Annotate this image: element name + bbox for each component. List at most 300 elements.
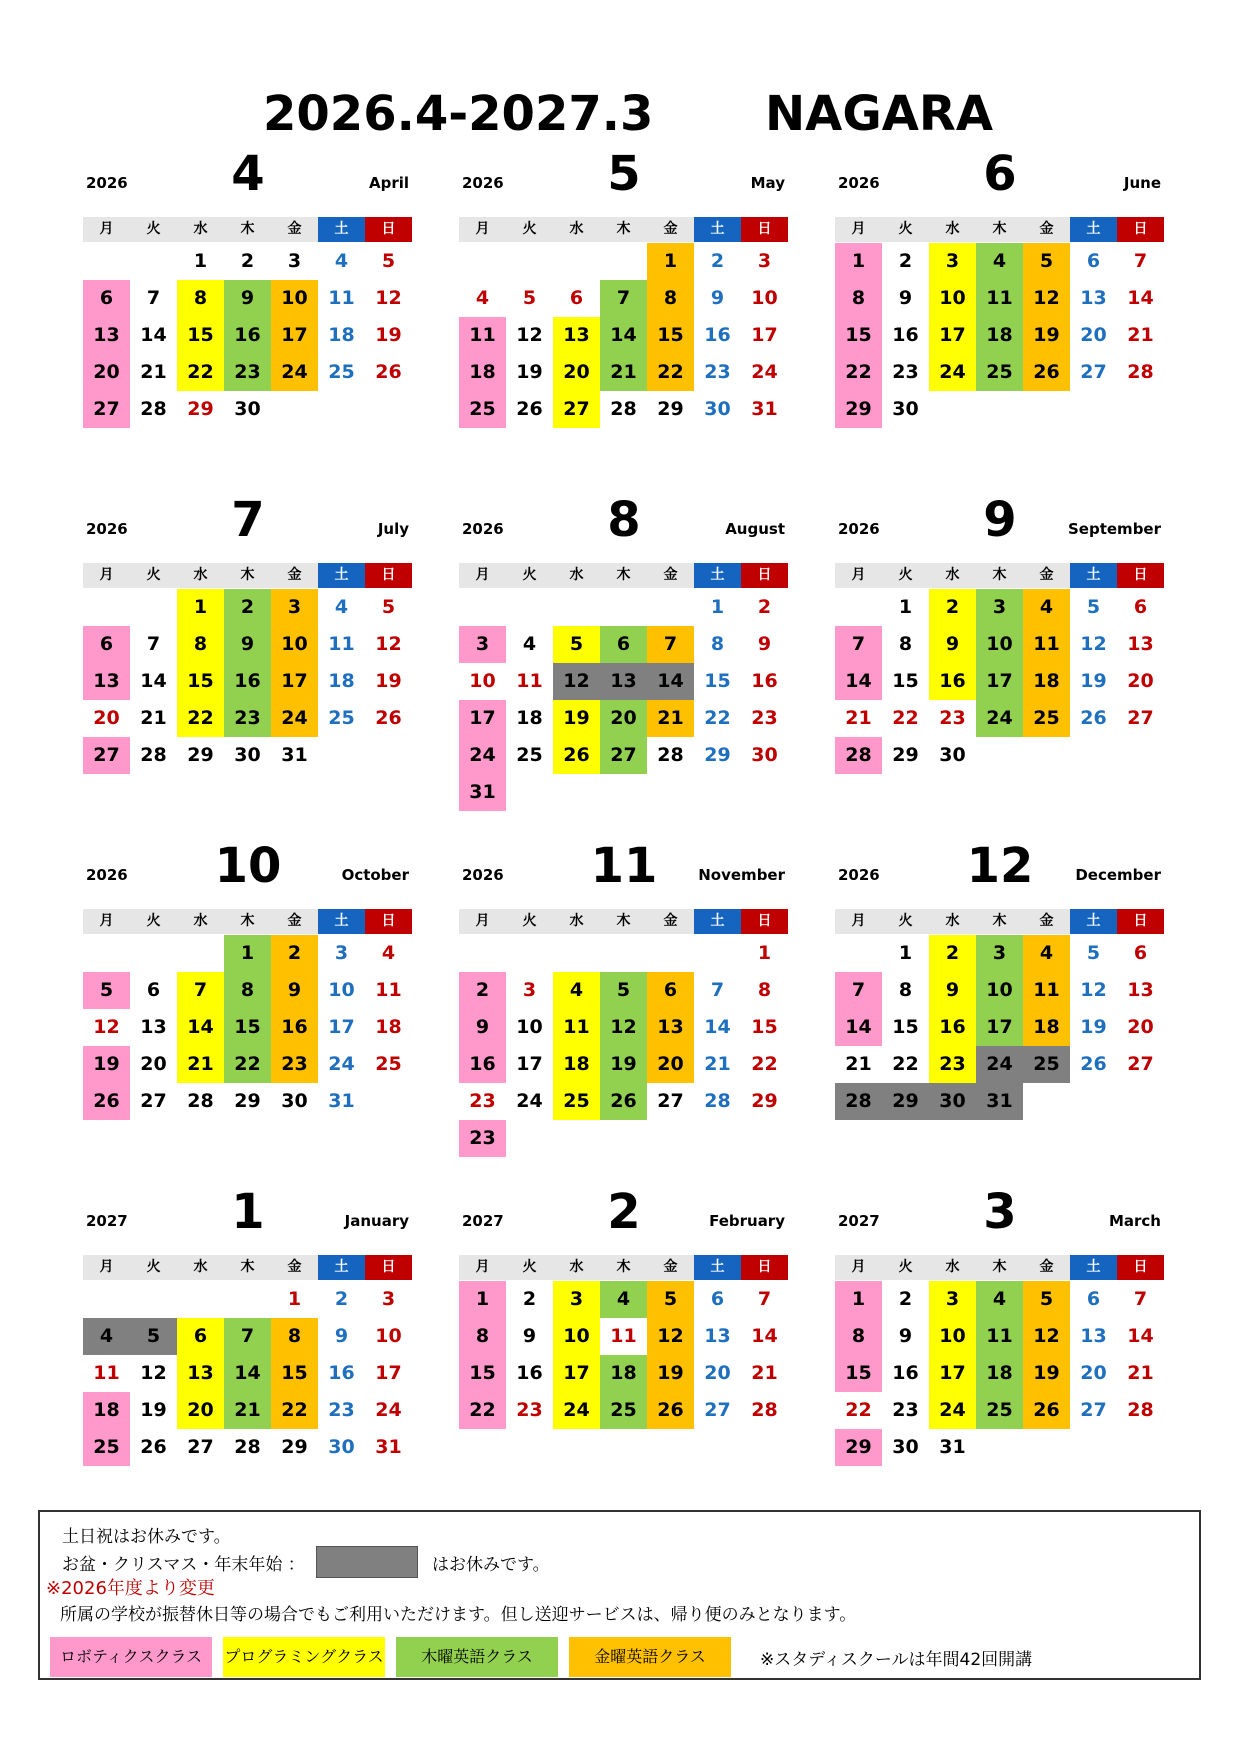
month-year: 2026 — [838, 520, 880, 538]
day-cell: 30 — [939, 744, 966, 766]
weekday-label: 月 — [459, 909, 506, 934]
weekday-label: 火 — [506, 563, 553, 588]
empty-cell — [835, 589, 882, 626]
day-cell: 22 — [835, 354, 882, 391]
day-cell: 10 — [375, 1325, 402, 1347]
day-cell: 16 — [224, 663, 271, 700]
empty-cell — [600, 935, 647, 972]
month-year: 2026 — [86, 174, 128, 192]
empty-cell — [130, 589, 177, 626]
day-cell: 19 — [647, 1355, 694, 1392]
day-grid — [83, 935, 413, 1120]
day-cell: 16 — [516, 1362, 543, 1384]
day-cell: 3 — [522, 979, 537, 1001]
day-cell: 21 — [177, 1046, 224, 1083]
day-cell: 3 — [757, 250, 772, 272]
month-name: November — [698, 866, 785, 884]
day-cell: 4 — [1023, 589, 1070, 626]
month-name: June — [1123, 174, 1161, 192]
weekday-label: 木 — [976, 1255, 1023, 1280]
weekday-label: 水 — [177, 217, 224, 242]
legend-chip-robotics: ロボティクスクラス — [50, 1637, 212, 1677]
weekday-label: 木 — [976, 217, 1023, 242]
day-cell: 10 — [271, 626, 318, 663]
day-cell: 31 — [375, 1436, 402, 1458]
day-cell: 21 — [704, 1053, 731, 1075]
day-cell: 19 — [1023, 1355, 1070, 1392]
month-name: October — [341, 866, 409, 884]
legend-closed-text: はお休みです。 — [432, 1555, 550, 1575]
day-cell: 7 — [710, 979, 725, 1001]
day-cell: 1 — [459, 1281, 506, 1318]
day-cell: 30 — [751, 744, 778, 766]
weekday-header — [459, 563, 789, 588]
day-cell: 28 — [704, 1090, 731, 1112]
weekday-label: 月 — [83, 909, 130, 934]
day-cell: 2 — [459, 972, 506, 1009]
day-cell: 16 — [929, 1009, 976, 1046]
month-grid — [835, 909, 1165, 1120]
month-name: May — [750, 174, 785, 192]
day-cell: 11 — [516, 670, 543, 692]
day-cell: 24 — [328, 1053, 355, 1075]
day-cell: 31 — [751, 398, 778, 420]
weekday-label: 火 — [882, 217, 929, 242]
legend-box — [38, 1510, 1201, 1680]
empty-cell — [553, 243, 600, 280]
day-cell: 1 — [193, 250, 208, 272]
day-cell: 17 — [976, 663, 1023, 700]
day-cell: 2 — [334, 1288, 349, 1310]
day-cell: 15 — [224, 1009, 271, 1046]
day-cell: 27 — [140, 1090, 167, 1112]
weekday-label: 土 — [694, 909, 741, 934]
month-number: 4 — [231, 146, 265, 202]
day-cell: 29 — [892, 744, 919, 766]
day-cell: 23 — [271, 1046, 318, 1083]
day-cell: 29 — [882, 1083, 929, 1120]
day-cell: 17 — [271, 317, 318, 354]
day-grid — [835, 243, 1165, 428]
day-cell: 13 — [647, 1009, 694, 1046]
weekday-header — [83, 563, 413, 588]
day-cell: 14 — [647, 663, 694, 700]
weekday-label: 月 — [83, 563, 130, 588]
day-cell: 9 — [334, 1325, 349, 1347]
day-cell: 1 — [224, 935, 271, 972]
day-cell: 16 — [271, 1009, 318, 1046]
day-cell: 25 — [328, 707, 355, 729]
day-cell: 14 — [140, 324, 167, 346]
empty-cell — [83, 935, 130, 972]
empty-cell — [506, 935, 553, 972]
day-cell: 23 — [751, 707, 778, 729]
day-cell: 28 — [610, 398, 637, 420]
day-cell: 6 — [1133, 942, 1148, 964]
day-cell: 10 — [516, 1016, 543, 1038]
day-cell: 22 — [845, 1399, 872, 1421]
month-number: 2 — [607, 1184, 641, 1240]
day-cell: 30 — [281, 1090, 308, 1112]
day-cell: 4 — [475, 287, 490, 309]
day-cell: 19 — [516, 361, 543, 383]
month-january — [83, 1184, 413, 1458]
day-cell: 23 — [516, 1399, 543, 1421]
day-cell: 27 — [1127, 707, 1154, 729]
day-cell: 14 — [600, 317, 647, 354]
day-cell: 24 — [751, 361, 778, 383]
day-cell: 11 — [1023, 626, 1070, 663]
day-cell: 26 — [600, 1083, 647, 1120]
day-cell: 14 — [177, 1009, 224, 1046]
day-grid — [459, 1281, 789, 1429]
day-cell: 20 — [177, 1392, 224, 1429]
day-cell: 25 — [600, 1392, 647, 1429]
day-cell: 10 — [929, 280, 976, 317]
empty-cell — [83, 243, 130, 280]
day-cell: 26 — [1080, 1053, 1107, 1075]
day-cell: 6 — [1086, 250, 1101, 272]
month-may — [459, 146, 789, 420]
day-cell: 20 — [1080, 324, 1107, 346]
legend-service-note: 所属の学校が振替休日等の場合でもご利用いただけます。但し送迎サービスは、帰り便のみとなります。 — [60, 1605, 857, 1625]
day-cell: 22 — [271, 1392, 318, 1429]
weekday-label: 金 — [1023, 217, 1070, 242]
weekday-label: 水 — [177, 909, 224, 934]
day-grid — [83, 1281, 413, 1466]
day-cell: 3 — [287, 250, 302, 272]
day-cell: 25 — [375, 1053, 402, 1075]
day-cell: 24 — [976, 1046, 1023, 1083]
day-cell: 14 — [140, 670, 167, 692]
day-grid — [835, 589, 1165, 774]
day-cell: 29 — [751, 1090, 778, 1112]
weekday-label: 日 — [1117, 563, 1164, 588]
day-cell: 5 — [381, 250, 396, 272]
day-cell: 6 — [83, 626, 130, 663]
day-cell: 22 — [751, 1053, 778, 1075]
day-cell: 12 — [1023, 1318, 1070, 1355]
legend-holiday-note: 土日祝はお休みです。 — [62, 1527, 231, 1547]
weekday-label: 火 — [130, 909, 177, 934]
day-cell: 21 — [751, 1362, 778, 1384]
weekday-label: 火 — [130, 563, 177, 588]
month-september — [835, 492, 1165, 766]
day-cell: 9 — [271, 972, 318, 1009]
day-cell: 29 — [835, 1429, 882, 1466]
day-cell: 1 — [177, 589, 224, 626]
day-cell: 25 — [459, 391, 506, 428]
month-number: 6 — [983, 146, 1017, 202]
day-cell: 13 — [1080, 287, 1107, 309]
day-cell: 11 — [976, 280, 1023, 317]
day-cell: 27 — [83, 391, 130, 428]
day-cell: 23 — [469, 1090, 496, 1112]
weekday-header — [459, 909, 789, 934]
day-cell: 28 — [835, 737, 882, 774]
day-cell: 14 — [1127, 1325, 1154, 1347]
weekday-label: 水 — [929, 1255, 976, 1280]
day-cell: 1 — [710, 596, 725, 618]
weekday-label: 日 — [741, 217, 788, 242]
day-cell: 25 — [553, 1083, 600, 1120]
day-cell: 29 — [704, 744, 731, 766]
weekday-label: 木 — [600, 1255, 647, 1280]
month-august — [459, 492, 789, 803]
day-cell: 21 — [647, 700, 694, 737]
day-cell: 22 — [704, 707, 731, 729]
weekday-header — [459, 217, 789, 242]
day-cell: 20 — [600, 700, 647, 737]
day-cell: 28 — [140, 744, 167, 766]
day-cell: 8 — [835, 280, 882, 317]
day-cell: 7 — [1133, 250, 1148, 272]
empty-cell — [459, 243, 506, 280]
day-cell: 18 — [1023, 663, 1070, 700]
weekday-label: 日 — [741, 1255, 788, 1280]
month-october — [83, 838, 413, 1112]
weekday-label: 金 — [1023, 909, 1070, 934]
day-cell: 5 — [1023, 243, 1070, 280]
day-cell: 23 — [939, 707, 966, 729]
weekday-label: 土 — [318, 217, 365, 242]
legend-closed-swatch — [316, 1546, 418, 1578]
weekday-header — [459, 1255, 789, 1280]
day-cell: 8 — [271, 1318, 318, 1355]
empty-cell — [130, 1281, 177, 1318]
day-cell: 9 — [224, 626, 271, 663]
day-cell: 23 — [224, 700, 271, 737]
calendar-title — [0, 84, 1241, 144]
day-cell: 16 — [459, 1046, 506, 1083]
day-cell: 9 — [710, 287, 725, 309]
day-cell: 8 — [757, 979, 772, 1001]
weekday-label: 火 — [882, 563, 929, 588]
day-cell: 25 — [976, 354, 1023, 391]
day-cell: 3 — [553, 1281, 600, 1318]
day-cell: 18 — [553, 1046, 600, 1083]
day-cell: 11 — [1023, 972, 1070, 1009]
weekday-label: 水 — [553, 563, 600, 588]
day-cell: 25 — [516, 744, 543, 766]
day-cell: 26 — [1023, 354, 1070, 391]
day-cell: 1 — [647, 243, 694, 280]
day-cell: 2 — [240, 250, 255, 272]
day-grid — [83, 589, 413, 774]
day-cell: 20 — [704, 1362, 731, 1384]
day-cell: 11 — [553, 1009, 600, 1046]
day-cell: 15 — [271, 1355, 318, 1392]
day-cell: 11 — [976, 1318, 1023, 1355]
weekday-label: 月 — [459, 217, 506, 242]
day-cell: 7 — [600, 280, 647, 317]
month-number: 11 — [590, 838, 658, 894]
weekday-header — [835, 1255, 1165, 1280]
day-cell: 12 — [553, 663, 600, 700]
day-cell: 17 — [459, 700, 506, 737]
weekday-label: 金 — [271, 563, 318, 588]
day-cell: 29 — [234, 1090, 261, 1112]
weekday-label: 木 — [224, 909, 271, 934]
day-cell: 5 — [1086, 942, 1101, 964]
weekday-label: 金 — [1023, 563, 1070, 588]
day-cell: 23 — [892, 361, 919, 383]
day-cell: 26 — [83, 1083, 130, 1120]
day-cell: 3 — [459, 626, 506, 663]
weekday-label: 金 — [647, 1255, 694, 1280]
empty-cell — [600, 243, 647, 280]
day-cell: 4 — [600, 1281, 647, 1318]
day-cell: 19 — [1023, 317, 1070, 354]
day-cell: 15 — [751, 1016, 778, 1038]
day-cell: 23 — [328, 1399, 355, 1421]
weekday-label: 火 — [130, 1255, 177, 1280]
day-cell: 19 — [553, 700, 600, 737]
day-cell: 14 — [704, 1016, 731, 1038]
day-cell: 9 — [898, 287, 913, 309]
weekday-header — [835, 909, 1165, 934]
day-cell: 23 — [929, 1046, 976, 1083]
day-cell: 12 — [375, 287, 402, 309]
day-cell: 24 — [375, 1399, 402, 1421]
day-cell: 17 — [375, 1362, 402, 1384]
weekday-label: 土 — [694, 217, 741, 242]
day-cell: 25 — [1023, 1046, 1070, 1083]
day-cell: 6 — [177, 1318, 224, 1355]
month-name: September — [1068, 520, 1161, 538]
empty-cell — [506, 589, 553, 626]
day-cell: 2 — [898, 1288, 913, 1310]
empty-cell — [553, 935, 600, 972]
day-cell: 21 — [845, 707, 872, 729]
day-cell: 20 — [140, 1053, 167, 1075]
month-year: 2027 — [462, 1212, 504, 1230]
day-cell: 28 — [751, 1399, 778, 1421]
day-cell: 22 — [459, 1392, 506, 1429]
month-april — [83, 146, 413, 420]
day-cell: 20 — [647, 1046, 694, 1083]
weekday-label: 土 — [1070, 217, 1117, 242]
day-cell: 4 — [1023, 935, 1070, 972]
day-cell: 15 — [459, 1355, 506, 1392]
weekday-label: 金 — [647, 217, 694, 242]
weekday-label: 水 — [929, 563, 976, 588]
day-cell: 19 — [375, 670, 402, 692]
day-cell: 27 — [187, 1436, 214, 1458]
day-cell: 17 — [328, 1016, 355, 1038]
weekday-label: 水 — [177, 1255, 224, 1280]
day-cell: 6 — [710, 1288, 725, 1310]
empty-cell — [177, 1281, 224, 1318]
weekday-label: 木 — [600, 909, 647, 934]
legend-change-note: ※2026年度より変更 — [46, 1578, 215, 1599]
weekday-label: 水 — [553, 909, 600, 934]
day-cell: 2 — [224, 589, 271, 626]
day-cell: 9 — [929, 626, 976, 663]
day-cell: 11 — [459, 317, 506, 354]
day-cell: 2 — [898, 250, 913, 272]
day-cell: 20 — [1080, 1362, 1107, 1384]
day-cell: 30 — [929, 1083, 976, 1120]
month-grid — [83, 217, 413, 428]
day-cell: 28 — [1127, 1399, 1154, 1421]
month-number: 9 — [983, 492, 1017, 548]
weekday-label: 金 — [1023, 1255, 1070, 1280]
day-grid — [835, 935, 1165, 1120]
empty-cell — [130, 243, 177, 280]
day-cell: 15 — [704, 670, 731, 692]
empty-cell — [459, 935, 506, 972]
weekday-label: 月 — [835, 1255, 882, 1280]
day-cell: 3 — [929, 243, 976, 280]
day-cell: 16 — [224, 317, 271, 354]
day-cell: 16 — [892, 1362, 919, 1384]
day-cell: 7 — [757, 1288, 772, 1310]
day-cell: 18 — [328, 324, 355, 346]
weekday-label: 火 — [506, 1255, 553, 1280]
month-february — [459, 1184, 789, 1428]
day-cell: 5 — [600, 972, 647, 1009]
month-name: August — [725, 520, 785, 538]
day-cell: 30 — [892, 1436, 919, 1458]
day-cell: 28 — [835, 1083, 882, 1120]
day-cell: 6 — [647, 972, 694, 1009]
weekday-label: 木 — [224, 217, 271, 242]
month-name: July — [377, 520, 409, 538]
day-cell: 24 — [459, 737, 506, 774]
weekday-header — [83, 1255, 413, 1280]
day-cell: 25 — [976, 1392, 1023, 1429]
day-cell: 19 — [375, 324, 402, 346]
day-grid — [459, 589, 789, 811]
day-cell: 25 — [1023, 700, 1070, 737]
day-cell: 18 — [1023, 1009, 1070, 1046]
month-number: 7 — [231, 492, 265, 548]
empty-cell — [459, 589, 506, 626]
day-cell: 16 — [929, 663, 976, 700]
day-cell: 26 — [375, 707, 402, 729]
day-cell: 14 — [835, 663, 882, 700]
weekday-label: 月 — [835, 563, 882, 588]
day-cell: 24 — [929, 354, 976, 391]
day-cell: 6 — [1133, 596, 1148, 618]
day-cell: 5 — [1086, 596, 1101, 618]
weekday-label: 日 — [365, 1255, 412, 1280]
day-cell: 12 — [375, 633, 402, 655]
day-cell: 3 — [334, 942, 349, 964]
day-cell: 20 — [1127, 1016, 1154, 1038]
weekday-label: 水 — [929, 217, 976, 242]
day-cell: 18 — [459, 354, 506, 391]
day-cell: 12 — [1023, 280, 1070, 317]
day-cell: 18 — [976, 1355, 1023, 1392]
day-cell: 4 — [553, 972, 600, 1009]
day-cell: 14 — [1127, 287, 1154, 309]
day-cell: 3 — [976, 589, 1023, 626]
legend-chip-thursday-english: 木曜英語クラス — [396, 1637, 558, 1677]
day-cell: 11 — [328, 287, 355, 309]
day-cell: 28 — [657, 744, 684, 766]
day-cell: 5 — [1023, 1281, 1070, 1318]
empty-cell — [177, 935, 224, 972]
day-cell: 18 — [328, 670, 355, 692]
month-grid — [459, 909, 789, 1157]
day-cell: 31 — [939, 1436, 966, 1458]
day-cell: 18 — [375, 1016, 402, 1038]
day-cell: 1 — [898, 942, 913, 964]
empty-cell — [647, 935, 694, 972]
weekday-label: 土 — [318, 563, 365, 588]
